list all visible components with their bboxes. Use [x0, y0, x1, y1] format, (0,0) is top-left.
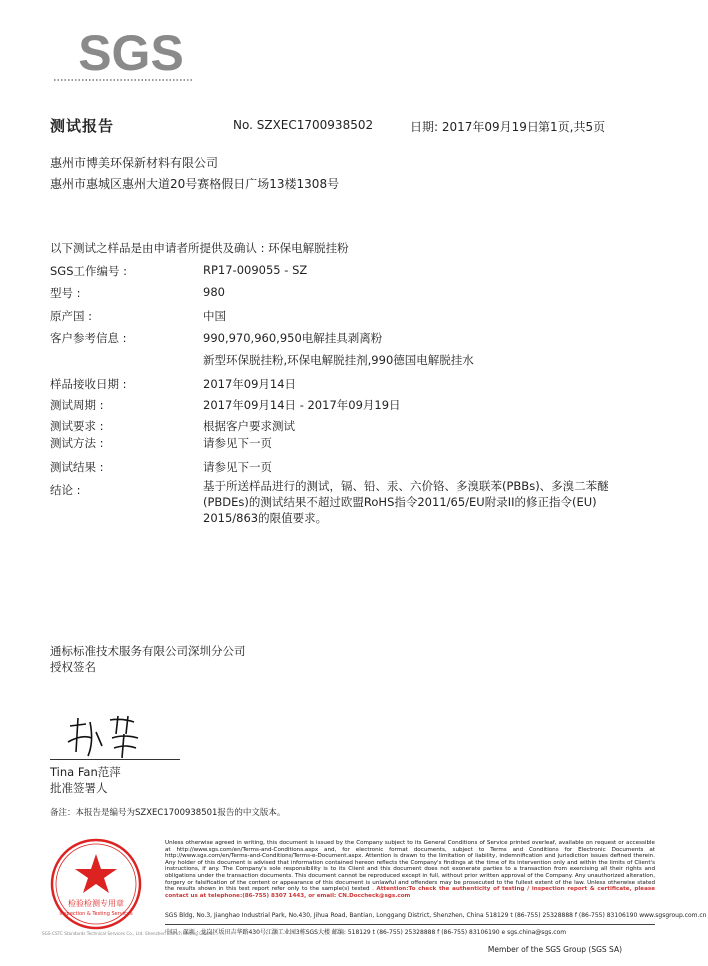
svg-text:SGS-CSTC Standards Technical S: SGS-CSTC Standards Technical Services Co., Ltd. Shenzhen Branch Testing Center: [42, 931, 214, 936]
authenticity-notice: Attention:To check the authenticity of testing / inspection report & certificate, please contact us at telephone:(86-755) 8307 1443, or email: CN.Doccheck@sgs.com: [165, 886, 655, 899]
signatory-title: 批准签署人: [50, 781, 108, 795]
signatory-name: Tina Fan范萍: [50, 765, 121, 779]
client-address: 惠州市惠城区惠州大道20号赛格假日广场13楼1308号: [50, 177, 340, 191]
signatory-company: 通标标准技术服务有限公司深圳分公司: [50, 644, 246, 658]
report-title: 测试报告: [50, 117, 115, 135]
conclusion-text: 基于所送样品进行的测试，镉、铅、汞、六价铬、多溴联苯(PBBs)、多溴二苯醚(PBDEs)的测试结果不超过欧盟RoHS指令2011/65/EU附录II的修正指令(EU) 2015/863的限值要求。: [203, 479, 609, 525]
field-label: 测试要求 :: [50, 419, 104, 433]
field-value: 980: [203, 285, 225, 299]
signature-line: [50, 759, 180, 760]
field-label: 测试结果 :: [50, 460, 104, 474]
field-value: 请参见下一页: [203, 460, 272, 474]
member-of-sgs: Member of the SGS Group (SGS SA): [487, 945, 622, 954]
field-label: 客户参考信息 :: [50, 331, 127, 345]
company-seal-icon: [40, 832, 214, 944]
svg-text:SGS: SGS: [78, 25, 184, 81]
report-date: 日期: 2017年09月19日: [410, 120, 539, 134]
footer-address-cn: 中国 · 深圳 · 龙岗区坂田吉华路430号江灏工业园3栋SGS大楼 邮编: 518129 t (86-755) 25328888 f (86-755) 83106190 e sgs.china@sgs.com: [165, 929, 567, 936]
report-note: 备注：本报告是编号为SZXEC1700938501报告的中文版本。: [50, 808, 286, 818]
field-label: 测试周期 :: [50, 398, 104, 412]
field-value: 请参见下一页: [203, 436, 272, 450]
footer-address-en: SGS Bldg, No.3, Jianghao Industrial Park, No.430, Jihua Road, Bantian, Longgang District, Shenzhen, China 518129 t (86-755) 25328888 f (86-755) 83106190 www.sgsgroup.com.cn: [165, 912, 707, 919]
page-indicator: 第1页,共5页: [538, 120, 606, 134]
sgs-logo: [78, 25, 184, 81]
report-number: No. SZXEC1700938502: [233, 118, 374, 132]
client-name: 惠州市博美环保新材料有限公司: [50, 156, 219, 170]
field-label: 样品接收日期 :: [50, 377, 127, 391]
terms-fine-print: Unless otherwise agreed in writing, this document is issued by the Company subject to its General Conditions of Service printed overleaf, available on request or accessible at http://www.sgs.com/en/Terms-and-Conditions.aspx and, for electronic format documents, subject to Terms and Conditions for Electronic Documents at http://www.sgs.com/en/Terms-and-Conditions/Terms-e-Document.aspx. Attention is drawn to the limitation of liability, indemnification and jurisdiction issues defined therein. Any holder of this document is advised that information contained hereon reflects the Company's findings at the time of its intervention only and within the limits of Client's instructions, if any. The Company's sole responsibility is to its Client and this document does not exonerate parties to a transaction from exercising all their rights and obligations under the transaction documents. This document cannot be reproduced except in full, without prior written approval of the Company. Any unauthorized alteration, forgery or falsification of the content or appearance of this document is unlawful and offenders may be prosecuted to the fullest extent of the law. Unless otherwise stated the results shown in this test report refer only to the sample(s) tested . Attention:To check the authenticity of testing / inspection report & certificate, please contact us at telephone:(86-755) 8307 1443, or email: CN.Doccheck@sgs.com: [165, 840, 655, 899]
field-label: 测试方法 :: [50, 436, 104, 450]
field-label: 原产国 :: [50, 309, 93, 323]
field-value: RP17-009055 - SZ: [203, 263, 308, 277]
conclusion-label: 结论 :: [50, 483, 81, 497]
signatory-role: 授权签名: [50, 660, 96, 674]
logo-dotted-line: [54, 78, 194, 82]
field-label: 型号 :: [50, 286, 81, 300]
field-value: 2017年09月14日: [203, 377, 297, 391]
svg-text:Inspection & Testing Services: Inspection & Testing Services: [59, 911, 133, 917]
footer-divider: [165, 924, 655, 925]
field-value: 2017年09月14日 - 2017年09月19日: [203, 398, 401, 412]
field-value: 中国: [203, 309, 226, 323]
field-value: 根据客户要求测试: [203, 419, 295, 433]
handwritten-signature: [62, 712, 152, 760]
svg-text:检验检测专用章: 检验检测专用章: [68, 899, 124, 908]
field-value: 新型环保脱挂粉,环保电解脱挂剂,990德国电解脱挂水: [203, 353, 474, 367]
field-value: 990,970,960,950电解挂具剥离粉: [203, 331, 383, 345]
sample-intro: 以下测试之样品是由申请者所提供及确认 : 环保电解脱挂粉: [50, 241, 349, 255]
field-label: SGS工作编号 :: [50, 264, 128, 278]
